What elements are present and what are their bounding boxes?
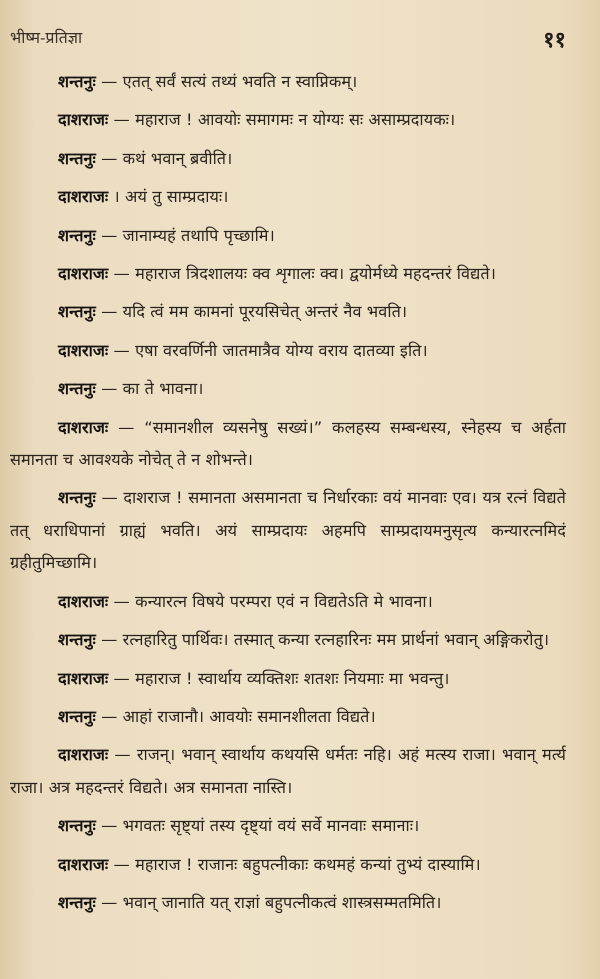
- speech-text: — यदि त्वं मम कामनां पूरयसिचेत् अन्तरं नैव भवति।: [95, 302, 408, 322]
- speaker-name: दाशराजः: [58, 264, 109, 284]
- speech-text: — दाशराज ! समानता असमानता च निर्धारकाः वयं मानवाः एव। यत्र रत्नं विद्यते तत् धराधिपानां ग्राह्यं भवति। अयं साम्प्रदायः अहमपि साम्प्रदायमनुसृत्य कन्यारत्नमिदं ग्रहीतुमिच्छामि।: [10, 488, 566, 573]
- speaker-name: दाशराजः: [58, 110, 109, 130]
- speaker-name: दाशराजः: [58, 187, 109, 207]
- speaker-name: दाशराजः: [58, 591, 109, 611]
- dialogue-line: [10, 373, 566, 405]
- speaker-name: शन्तनुः: [58, 72, 96, 91]
- dialogue-line: [10, 220, 566, 252]
- speech-text: — महाराज ! राजानः बहुपत्नीकाः कथमहं कन्यां तुभ्यं दास्यामि।: [108, 854, 481, 874]
- dialogue-body: [10, 66, 566, 919]
- speech-text: । अयं तु साम्प्रदायः।: [108, 187, 229, 207]
- speech-text: — जानाम्यहं तथापि पृच्छामि।: [95, 225, 275, 245]
- speech-text: — कन्यारत्न विषये परम्परा एवं न विद्यतेऽति मे भावना।: [108, 591, 433, 611]
- speaker-name: दाशराजः: [58, 854, 109, 874]
- speech-text: — महाराज ! आवयोः समागमः न योग्यः सः असाम्प्रदायकः।: [108, 110, 456, 130]
- dialogue-line: [10, 66, 566, 98]
- dialogue-line: [10, 104, 566, 136]
- dialogue-line: [10, 143, 566, 175]
- speech-text: — रत्नहारितु पार्थिवः। तस्मात् कन्या रत्नहारिनः मम प्रार्थनां भवान् अङ्गिकरोतु।: [95, 630, 550, 650]
- speaker-name: शन्तनुः: [58, 148, 96, 168]
- dialogue-line: [10, 335, 566, 367]
- speaker-name: दाशराजः: [58, 340, 109, 360]
- speech-text: — राजन्। भवान् स्वार्थाय कथयसि धर्मतः नहि। अहं मत्स्य राजा। भवान् मर्त्य राजा। अत्र महदन्तरं विद्यते। अत्र समानता नास्ति।: [10, 745, 566, 797]
- speaker-name: शन्तनुः: [58, 225, 96, 245]
- dialogue-line: [10, 482, 566, 579]
- dialogue-line: [10, 739, 566, 804]
- running-title: भीष्म-प्रतिज्ञा: [10, 28, 83, 47]
- dialogue-line: [10, 296, 566, 328]
- dialogue-line: [10, 258, 566, 290]
- speech-text: — एतत् सर्वं सत्यं तथ्यं भवति न स्वाप्निकम्।: [95, 72, 358, 91]
- page-header: [10, 26, 566, 54]
- speaker-name: दाशराजः: [58, 417, 109, 437]
- speech-text: — भगवतः सृष्ट्यां तस्य दृष्ट्यां वयं सर्वे मानवाः समानाः।: [95, 816, 420, 836]
- dialogue-line: [10, 810, 566, 842]
- speech-text: — महाराज त्रिदशालयः क्व शृगालः क्व। द्वयोर्मध्ये महदन्तरं विद्यते।: [108, 264, 496, 284]
- speech-text: — आहां राजानौ। आवयोः समानशीलता विद्यते।: [95, 706, 376, 726]
- dialogue-line: [10, 849, 566, 881]
- speaker-name: दाशराजः: [58, 668, 109, 688]
- speech-text: — का ते भावना।: [95, 379, 204, 399]
- speaker-name: शन्तनुः: [58, 630, 96, 650]
- speaker-name: दाशराजः: [58, 745, 109, 765]
- speaker-name: शन्तनुः: [58, 488, 96, 508]
- dialogue-line: [10, 181, 566, 213]
- dialogue-line: [10, 412, 566, 477]
- speaker-name: शन्तनुः: [58, 892, 96, 912]
- page-number: ११: [543, 27, 566, 53]
- dialogue-line: [10, 701, 566, 733]
- speech-text: — भवान् जानाति यत् राज्ञां बहुपत्नीकत्वं शास्त्रसम्मतमिति।: [95, 892, 442, 912]
- speech-text: — महाराज ! स्वार्थाय व्यक्तिशः शतशः नियमाः मा भवन्तु।: [108, 668, 450, 688]
- dialogue-line: [10, 663, 566, 695]
- speech-text: — एषा वरवर्णिनी जातमात्रैव योग्य वराय दातव्या इति।: [108, 340, 428, 360]
- speaker-name: शन्तनुः: [58, 816, 96, 836]
- dialogue-line: [10, 887, 566, 919]
- dialogue-line: [10, 624, 566, 656]
- speaker-name: शन्तनुः: [58, 379, 96, 399]
- speaker-name: शन्तनुः: [58, 706, 96, 726]
- speaker-name: शन्तनुः: [58, 302, 96, 322]
- dialogue-line: [10, 586, 566, 618]
- speech-text: — “समानशील व्यसनेषु सख्यं।” कलहस्य सम्बन्धस्य, स्नेहस्य च अर्हता समानता च आवश्यके नोचेत् ते न शोभन्ते।: [10, 417, 566, 470]
- speech-text: — कथं भवान् ब्रवीति।: [95, 148, 233, 168]
